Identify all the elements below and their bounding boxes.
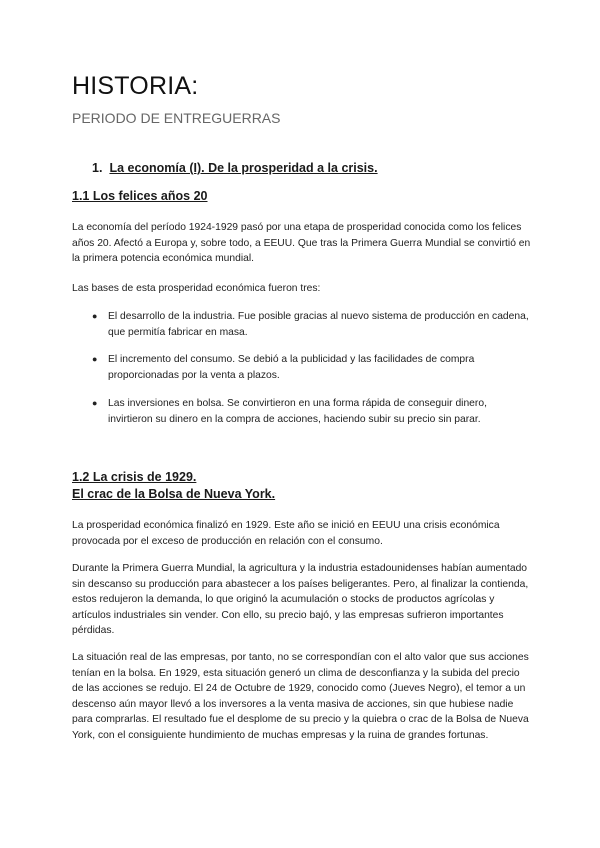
bullet-item: [92, 396, 532, 427]
bullet-dot: ●: [92, 354, 98, 364]
bullet-dot: ●: [92, 311, 98, 321]
section-1-number: 1.: [92, 161, 103, 175]
section-1-2-paragraph-2: Durante la Primera Guerra Mundial, la agricultura y la industria estadounidenses habían aumentado sin descanso su producción para abastecer a los países beligerantes. Pero, al finalizar la contienda, estos redujeron la demanda, lo que originó la acumulación o stocks de productos agrícolas y artículos industriales sin vender. Con ello, su precio bajó, y las empresas sufrieron importantes pérdidas.: [72, 563, 529, 636]
document-subtitle: PERIODO DE ENTREGUERRAS: [72, 110, 281, 126]
bullet-item: [92, 352, 532, 383]
section-1-2-heading-line-2: El crac de la Bolsa de Nueva York.: [72, 487, 276, 501]
section-1-heading: [92, 161, 378, 175]
bullet-dot: ●: [92, 398, 98, 408]
section-1-1-paragraph-1: La economía del período 1924-1929 pasó por una etapa de prosperidad conocida como los felices años 20. Afectó a Europa y, sobre todo, a EEUU. Que tras la Primera Guerra Mundial se convirtió en la primera potencia económica mundial.: [72, 222, 531, 264]
section-1-2-heading-line-1: 1.2 La crisis de 1929.: [72, 470, 197, 484]
section-1-2-paragraph-3: La situación real de las empresas, por tanto, no se correspondían con el alto valor que sus acciones tenían en la bolsa. En 1929, esta situación generó un clima de desconfianza y la subida del precio de las acciones se redujo. El 24 de Octubre de 1929, conocido como (Jueves Negro), el temor a un descenso aún mayor llevó a los inversores a la venta masiva de acciones, sin que hubiese nadie para comprarlas. El resultado fue el desplome de su precio y la quiebra o crac de la Bolsa de Nueva York, con el consiguiente hundimiento de muchas empresas y la ruina de grandes fortunas.: [72, 652, 529, 741]
section-1-2-paragraph-1: La prosperidad económica finalizó en 1929. Este año se inició en EEUU una crisis económica provocada por el exceso de producción en relación con el consumo.: [72, 520, 500, 547]
section-1-1-heading: 1.1 Los felices años 20: [72, 189, 208, 203]
bullet-text: El desarrollo de la industria. Fue posible gracias al nuevo sistema de producción en cadena, que permitía fabricar en masa.: [108, 311, 529, 338]
section-1-2-heading: [72, 469, 275, 503]
bullet-text: El incremento del consumo. Se debió a la publicidad y las facilidades de compra proporcionadas por la venta a plazos.: [108, 354, 475, 381]
section-1-title: La economía (I). De la prosperidad a la crisis.: [109, 161, 378, 175]
section-1-1-paragraph-2: Las bases de esta prosperidad económica fueron tres:: [72, 283, 321, 294]
document-title: HISTORIA:: [72, 72, 199, 100]
bullet-text: Las inversiones en bolsa. Se convirtieron en una forma rápida de conseguir dinero, invirtieron su dinero en la compra de acciones, haciendo subir su precio sin parar.: [108, 398, 487, 425]
bullet-item: [92, 309, 532, 340]
